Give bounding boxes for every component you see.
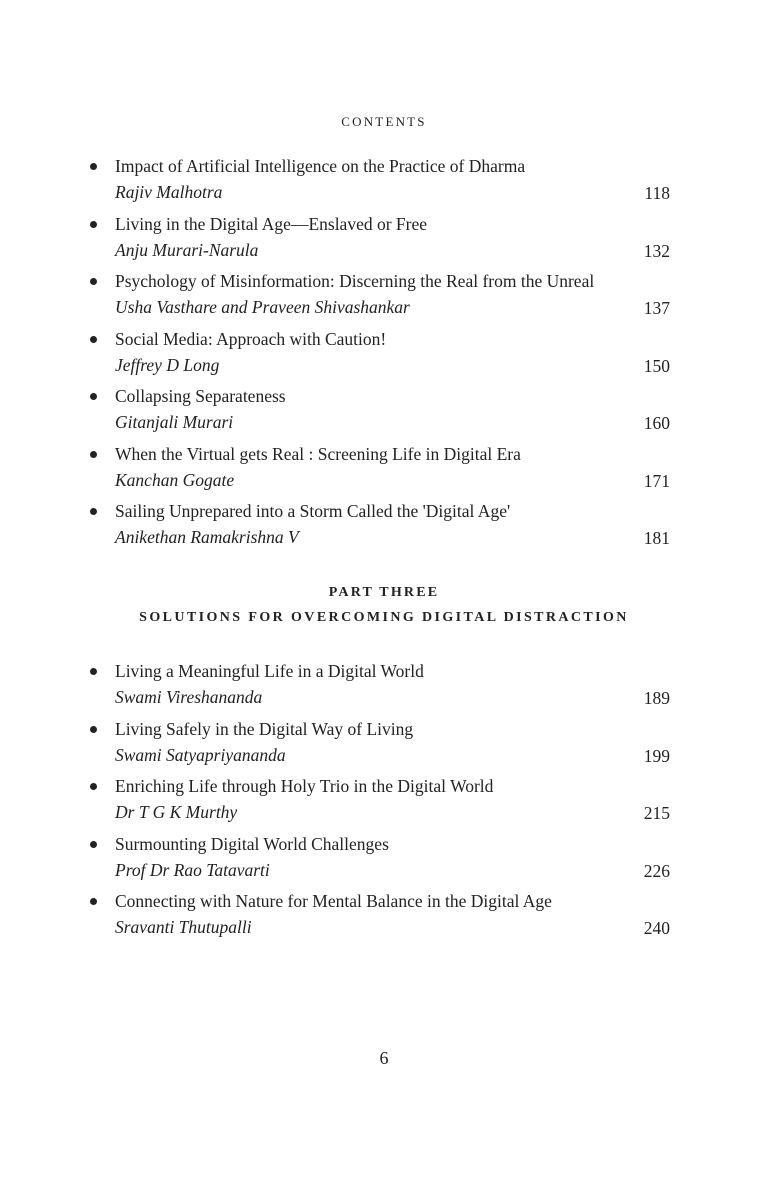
entry-page-number: 199	[643, 745, 670, 766]
entry-author: Rajiv Malhotra	[115, 182, 223, 202]
entry-title: Living a Meaningful Life in a Digital World	[115, 661, 424, 681]
bullet-icon	[90, 783, 97, 790]
entry-title: Connecting with Nature for Mental Balance in the Digital Age	[115, 891, 552, 911]
toc-entry[interactable]	[90, 718, 670, 776]
bullet-icon	[90, 393, 97, 400]
bullet-icon	[90, 221, 97, 228]
toc-entry[interactable]	[90, 500, 670, 558]
entry-author: Dr T G K Murthy	[115, 802, 238, 822]
entry-author: Swami Vireshananda	[115, 687, 263, 707]
running-head: CONTENTS	[341, 114, 427, 129]
entry-author: Kanchan Gogate	[115, 469, 235, 490]
entry-title: Living Safely in the Digital Way of Living	[115, 718, 414, 739]
bullet-icon	[90, 451, 97, 458]
entry-title: When the Virtual gets Real : Screening Life in Digital Era	[115, 443, 521, 464]
toc-entry[interactable]	[90, 385, 670, 443]
bullet-icon	[90, 278, 97, 285]
entry-title: Collapsing Separateness	[115, 386, 286, 406]
page-number: 6	[379, 1048, 389, 1068]
toc-entry[interactable]	[90, 213, 670, 271]
entry-page-number: 160	[643, 413, 670, 433]
entry-author: Prof Dr Rao Tatavarti	[115, 859, 270, 880]
entry-author: Anju Murari-Narula	[115, 239, 259, 260]
entry-author: Sravanti Thutupalli	[115, 917, 252, 937]
entry-page-number: 150	[643, 355, 670, 376]
toc-entry[interactable]	[90, 270, 670, 328]
toc-entry[interactable]	[90, 890, 670, 948]
toc-entry[interactable]	[90, 328, 670, 386]
entry-author: Swami Satyapriyananda	[115, 744, 286, 765]
bullet-icon	[90, 508, 97, 515]
toc-entry[interactable]	[90, 833, 670, 891]
entry-page-number: 189	[643, 688, 670, 708]
bullet-icon	[90, 726, 97, 733]
bullet-icon	[90, 336, 97, 343]
entry-title: Sailing Unprepared into a Storm Called the 'Digital Age'	[115, 501, 511, 521]
entry-page-number: 137	[643, 298, 670, 318]
entry-page-number: 132	[643, 240, 670, 261]
toc-entry[interactable]	[90, 443, 670, 501]
entry-title: Impact of Artificial Intelligence on the Practice of Dharma	[115, 156, 526, 176]
entry-author: Jeffrey D Long	[115, 354, 220, 375]
entry-title: Living in the Digital Age—Enslaved or Free	[115, 213, 428, 234]
entry-title: Psychology of Misinformation: Discerning the Real from the Unreal	[115, 271, 595, 291]
entry-page-number: 226	[643, 860, 670, 881]
entry-page-number: 118	[644, 183, 670, 203]
entry-page-number: 240	[643, 918, 670, 938]
entry-author: Usha Vasthare and Praveen Shivashankar	[115, 297, 410, 317]
entry-title: Surmounting Digital World Challenges	[115, 833, 389, 854]
entry-title: Social Media: Approach with Caution!	[115, 328, 387, 349]
entry-author: Gitanjali Murari	[115, 412, 234, 432]
toc-entry[interactable]	[90, 155, 670, 213]
entry-page-number: 171	[643, 470, 670, 491]
bullet-icon	[90, 898, 97, 905]
part-title: SOLUTIONS FOR OVERCOMING DIGITAL DISTRACTION	[139, 610, 629, 625]
entry-title: Enriching Life through Holy Trio in the Digital World	[115, 776, 494, 796]
entry-author: Anikethan Ramakrishna V	[115, 527, 299, 547]
toc-list-part-three	[90, 660, 670, 948]
bullet-icon	[90, 163, 97, 170]
bullet-icon	[90, 841, 97, 848]
toc-list-part-two	[90, 155, 670, 558]
bullet-icon	[90, 668, 97, 675]
toc-entry[interactable]	[90, 775, 670, 833]
entry-page-number: 181	[643, 528, 670, 548]
part-label: PART THREE	[328, 585, 440, 600]
entry-page-number: 215	[643, 803, 670, 823]
toc-entry[interactable]	[90, 660, 670, 718]
